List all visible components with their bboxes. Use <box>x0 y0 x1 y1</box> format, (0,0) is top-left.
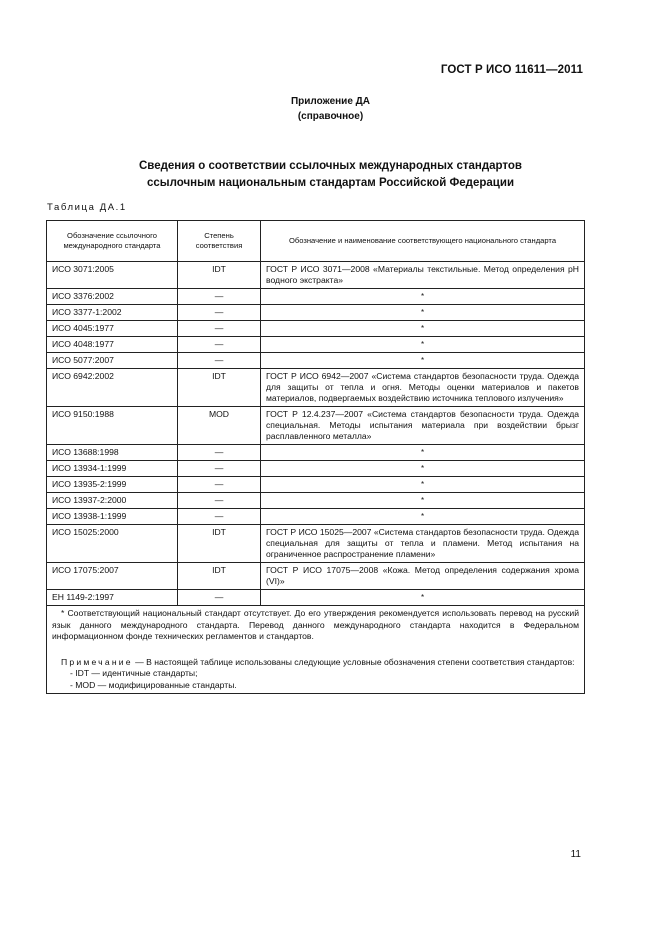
section-title-line2: ссылочным национальным стандартам Российской Федерации <box>146 177 515 189</box>
degree-cell: — <box>178 493 261 509</box>
appendix-subtitle: (справочное) <box>297 111 364 122</box>
national-standard-cell: * <box>261 321 585 337</box>
degree-cell: — <box>178 337 261 353</box>
national-standard-cell: ГОСТ Р ИСО 15025—2007 «Система стандартов безопасности труда. Одежда специальная для защиты от тепла и пламени. Метод испытания на ограниченное распространение пламени» <box>261 525 585 563</box>
table-row <box>47 477 585 493</box>
table-row <box>47 461 585 477</box>
degree-cell: — <box>178 477 261 493</box>
national-standard-cell: * <box>261 509 585 525</box>
note-item-idt: - IDT — идентичные стандарты; <box>70 668 198 678</box>
table-row <box>47 321 585 337</box>
national-standard-cell: * <box>261 493 585 509</box>
national-standard-cell: ГОСТ Р 12.4.237—2007 «Система стандартов безопасности труда. Одежда специальная. Методы испытания материала при воздействии брызг расплавленного металла» <box>261 407 585 445</box>
international-standard-cell: ИСО 13934-1:1999 <box>47 461 178 477</box>
international-standard-cell: ИСО 13688:1998 <box>47 445 178 461</box>
table-row <box>47 563 585 590</box>
national-standard-cell: * <box>261 445 585 461</box>
note <box>52 657 579 669</box>
degree-cell: — <box>178 509 261 525</box>
degree-cell: IDT <box>178 262 261 289</box>
degree-cell: IDT <box>178 563 261 590</box>
degree-cell: — <box>178 590 261 606</box>
international-standard-cell: ИСО 13937-2:2000 <box>47 493 178 509</box>
table-row <box>47 445 585 461</box>
international-standard-cell: ИСО 3071:2005 <box>47 262 178 289</box>
national-standard-cell: * <box>261 337 585 353</box>
degree-cell: IDT <box>178 525 261 563</box>
table-row <box>47 407 585 445</box>
international-standard-cell: ИСО 13938-1:1999 <box>47 509 178 525</box>
degree-cell: — <box>178 353 261 369</box>
note-item-mod: - MOD — модифицированные стандарты. <box>70 679 237 690</box>
table-header-row <box>47 221 585 262</box>
header-international-standard: Обозначение ссылочного международного стандарта <box>47 221 178 262</box>
notes-cell <box>47 606 585 694</box>
table-row <box>47 337 585 353</box>
header-degree: Степень соответствия <box>178 221 261 262</box>
footnote: * Соответствующий национальный стандарт отсутствует. До его утверждения рекомендуется использовать перевод на русский язык данного международного стандарта. Перевод данного международного стандарта находится в Федеральном информационном фонде технических регламентов и стандартов. <box>52 608 579 641</box>
table-label: Таблица ДА.1 <box>47 202 127 213</box>
table-row <box>47 493 585 509</box>
correspondence-table <box>46 220 585 694</box>
document-code: ГОСТ Р ИСО 11611—2011 <box>440 64 583 76</box>
international-standard-cell: ИСО 6942:2002 <box>47 369 178 407</box>
table-row <box>47 289 585 305</box>
table-row <box>47 509 585 525</box>
international-standard-cell: ИСО 4048:1977 <box>47 337 178 353</box>
table-row <box>47 525 585 563</box>
page-number: 11 <box>570 849 581 860</box>
degree-cell: — <box>178 305 261 321</box>
table-row <box>47 305 585 321</box>
appendix-title: Приложение ДА <box>290 96 371 107</box>
degree-cell: — <box>178 445 261 461</box>
note-label: Примечание <box>61 656 133 667</box>
national-standard-cell: ГОСТ Р ИСО 3071—2008 «Материалы текстильные. Метод определения pH водного экстракта» <box>261 262 585 289</box>
header-national-standard: Обозначение и наименование соответствующего национального стандарта <box>261 221 585 262</box>
international-standard-cell: ИСО 5077:2007 <box>47 353 178 369</box>
table-row <box>47 353 585 369</box>
international-standard-cell: ИСО 4045:1977 <box>47 321 178 337</box>
international-standard-cell: ИСО 3376:2002 <box>47 289 178 305</box>
degree-cell: — <box>178 321 261 337</box>
degree-cell: MOD <box>178 407 261 445</box>
section-title-line1: Сведения о соответствии ссылочных международных стандартов <box>138 160 522 172</box>
national-standard-cell: * <box>261 305 585 321</box>
international-standard-cell: ИСО 17075:2007 <box>47 563 178 590</box>
international-standard-cell: ИСО 13935-2:1999 <box>47 477 178 493</box>
table-row <box>47 369 585 407</box>
degree-cell: — <box>178 289 261 305</box>
national-standard-cell: ГОСТ Р ИСО 6942—2007 «Система стандартов безопасности труда. Одежда для защиты от тепла и огня. Методы оценки материалов и пакетов материалов, подвергаемых воздействию источника теплового излучения» <box>261 369 585 407</box>
national-standard-cell: * <box>261 289 585 305</box>
degree-cell: IDT <box>178 369 261 407</box>
table-row <box>47 262 585 289</box>
national-standard-cell: ГОСТ Р ИСО 17075—2008 «Кожа. Метод определения содержания хрома (VI)» <box>261 563 585 590</box>
notes-row <box>47 606 585 694</box>
national-standard-cell: * <box>261 477 585 493</box>
table-row <box>47 590 585 606</box>
appendix-heading <box>0 94 661 124</box>
note-text: — В настоящей таблице использованы следующие условные обозначения степени соответствия стандартов: <box>135 656 575 667</box>
international-standard-cell: ИСО 3377-1:2002 <box>47 305 178 321</box>
national-standard-cell: * <box>261 590 585 606</box>
national-standard-cell: * <box>261 461 585 477</box>
international-standard-cell: ИСО 9150:1988 <box>47 407 178 445</box>
international-standard-cell: ИСО 15025:2000 <box>47 525 178 563</box>
degree-cell: — <box>178 461 261 477</box>
national-standard-cell: * <box>261 353 585 369</box>
section-title <box>0 158 661 192</box>
international-standard-cell: ЕН 1149-2:1997 <box>47 590 178 606</box>
